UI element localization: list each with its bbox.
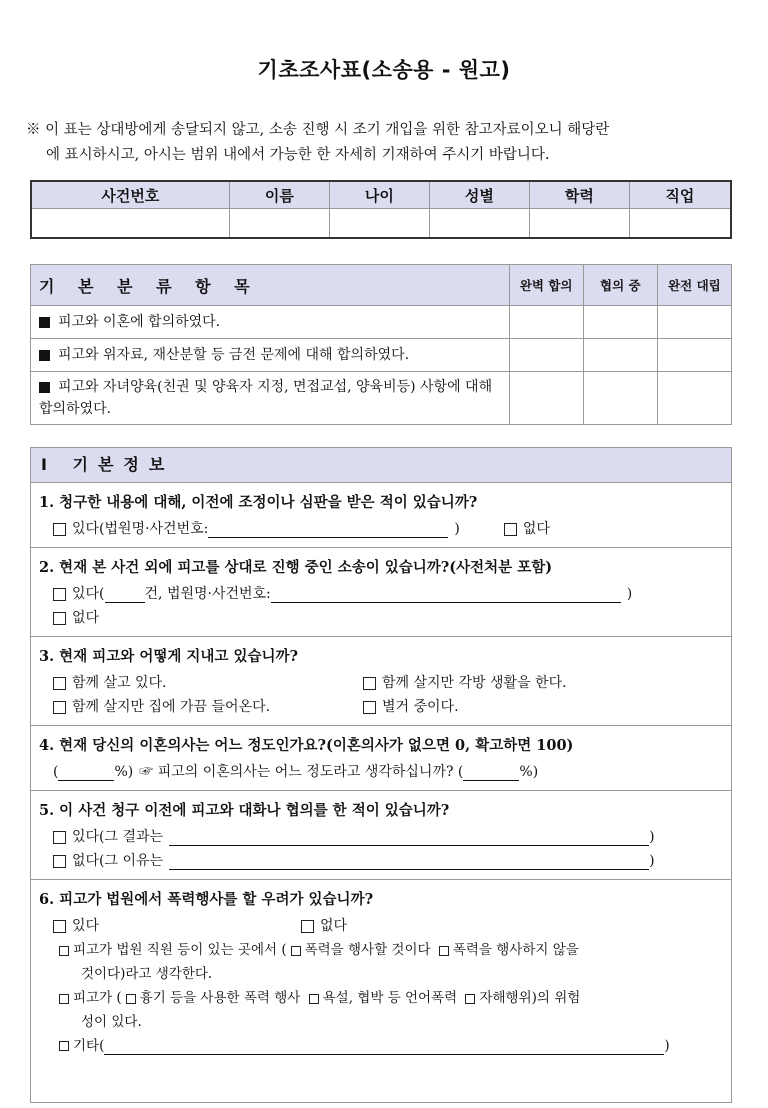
header-case-number: 사건번호 — [31, 181, 229, 209]
notice-line-2: 에 표시하시고, 아시는 범위 내에서 가능한 한 자세히 기재하여 주시기 바랍니다. — [46, 147, 550, 163]
notice-line-1: 이 표는 상대방에게 송달되지 않고, 소송 진행 시 조기 개입을 위한 참고자료이오니 해당란 — [45, 122, 610, 138]
notice-mark: ※ — [26, 122, 41, 138]
checkbox[interactable] — [363, 677, 376, 690]
classification-title: 기 본 분 류 항 목 — [31, 265, 510, 306]
col-full-agreement: 완벽 합의 — [509, 265, 583, 306]
question-title: 1. 청구한 내용에 대해, 이전에 조정이나 심판을 받은 적이 있습니까? — [39, 494, 478, 511]
percent-input[interactable] — [58, 764, 114, 781]
case-info-table — [30, 180, 732, 239]
bullet-icon — [39, 317, 50, 328]
question-title: 6. 피고가 법원에서 폭력행사를 할 우려가 있습니까? — [39, 891, 374, 908]
classification-row: 피고와 자녀양육(친권 및 양육자 지정, 면접교섭, 양육비등) 사항에 대해 합의하였다. — [31, 372, 510, 425]
checkbox[interactable] — [59, 994, 69, 1004]
check-cell[interactable] — [509, 339, 583, 372]
section-title: I 기본정보 — [31, 448, 731, 483]
header-name: 이름 — [229, 181, 329, 209]
question-title: 3. 현재 피고와 어떻게 지내고 있습니까? — [39, 648, 298, 665]
checkbox[interactable] — [53, 855, 66, 868]
reason-input[interactable] — [169, 853, 649, 870]
checkbox[interactable] — [53, 523, 66, 536]
checkbox[interactable] — [53, 677, 66, 690]
check-cell[interactable] — [509, 372, 583, 425]
check-cell[interactable] — [583, 339, 657, 372]
check-cell[interactable] — [657, 372, 731, 425]
question-1: 1. 청구한 내용에 대해, 이전에 조정이나 심판을 받은 적이 있습니까? 있다(법원명·사건번호: ) 없다 — [31, 483, 731, 548]
check-cell[interactable] — [583, 372, 657, 425]
checkbox[interactable] — [465, 994, 475, 1004]
checkbox[interactable] — [53, 612, 66, 625]
question-6: 6. 피고가 법원에서 폭력행사를 할 우려가 있습니까? 있다 없다 피고가 법원 직원 등이 있는 곳에서 ( 폭력을 행사할 것이다 폭력을 행사하지 않을 것이다)라고 생각한다. 피고가 ( 흉기 등을 사용한 폭력 행사 욕설, 협박 등 언어폭력 자해행위)의 위험 성이 있다. 기타( ) — [31, 880, 731, 1064]
checkbox[interactable] — [126, 994, 136, 1004]
question-title: 2. 현재 본 사건 외에 피고를 상대로 진행 중인 소송이 있습니까?(사전처분 포함) — [39, 559, 553, 576]
checkbox[interactable] — [504, 523, 517, 536]
col-negotiating: 협의 중 — [583, 265, 657, 306]
question-2: 2. 현재 본 사건 외에 피고를 상대로 진행 중인 소송이 있습니까?(사전처분 포함) 있다( 건, 법원명·사건번호: ) 없다 — [31, 548, 731, 637]
check-cell[interactable] — [657, 306, 731, 339]
checkbox[interactable] — [291, 946, 301, 956]
question-5: 5. 이 사건 청구 이전에 피고와 대화나 협의를 한 적이 있습니까? 있다(그 결과는 ) 없다(그 이유는 ) — [31, 791, 731, 880]
classification-row: 피고와 위자료, 재산분할 등 금전 문제에 대해 합의하였다. — [31, 339, 510, 372]
header-education: 학력 — [529, 181, 629, 209]
occupation-field[interactable] — [629, 209, 731, 239]
header-gender: 성별 — [429, 181, 529, 209]
checkbox[interactable] — [309, 994, 319, 1004]
classification-row: 피고와 이혼에 합의하였다. — [31, 306, 510, 339]
check-cell[interactable] — [509, 306, 583, 339]
question-title: 5. 이 사건 청구 이전에 피고와 대화나 협의를 한 적이 있습니까? — [39, 802, 450, 819]
basic-info-section — [30, 447, 732, 1103]
case-number-field[interactable] — [31, 209, 229, 239]
header-occupation: 직업 — [629, 181, 731, 209]
checkbox[interactable] — [59, 1041, 69, 1051]
check-cell[interactable] — [583, 306, 657, 339]
bullet-icon — [39, 350, 50, 361]
page-title: 기초조사표(소송용 - 원고) — [257, 58, 511, 82]
question-title: 4. 현재 당신의 이혼의사는 어느 정도인가요?(이혼의사가 없으면 0, 확고하면 100) — [39, 737, 574, 754]
checkbox[interactable] — [363, 701, 376, 714]
court-case-input[interactable] — [271, 586, 621, 603]
checkbox[interactable] — [53, 831, 66, 844]
checkbox[interactable] — [301, 920, 314, 933]
bullet-icon — [39, 382, 50, 393]
education-field[interactable] — [529, 209, 629, 239]
checkbox[interactable] — [59, 946, 69, 956]
check-cell[interactable] — [657, 339, 731, 372]
other-input[interactable] — [104, 1038, 664, 1055]
header-age: 나이 — [329, 181, 429, 209]
question-4: 4. 현재 당신의 이혼의사는 어느 정도인가요?(이혼의사가 없으면 0, 확고하면 100) ( %) ☞ 피고의 이혼의사는 어느 정도라고 생각하십니까? ( %) — [31, 726, 731, 791]
result-input[interactable] — [169, 829, 649, 846]
name-field[interactable] — [229, 209, 329, 239]
notice — [26, 118, 741, 168]
age-field[interactable] — [329, 209, 429, 239]
percent-input[interactable] — [463, 764, 519, 781]
gender-field[interactable] — [429, 209, 529, 239]
question-3: 3. 현재 피고와 어떻게 지내고 있습니까? 함께 살고 있다. 함께 살지만 각방 생활을 한다. 함께 살지만 집에 가끔 들어온다. 별거 중이다. — [31, 637, 731, 726]
classification-table — [30, 264, 732, 425]
case-count-input[interactable] — [105, 586, 145, 603]
checkbox[interactable] — [53, 701, 66, 714]
court-case-input[interactable] — [208, 521, 448, 538]
checkbox[interactable] — [439, 946, 449, 956]
checkbox[interactable] — [53, 920, 66, 933]
checkbox[interactable] — [53, 588, 66, 601]
col-opposed: 완전 대립 — [657, 265, 731, 306]
